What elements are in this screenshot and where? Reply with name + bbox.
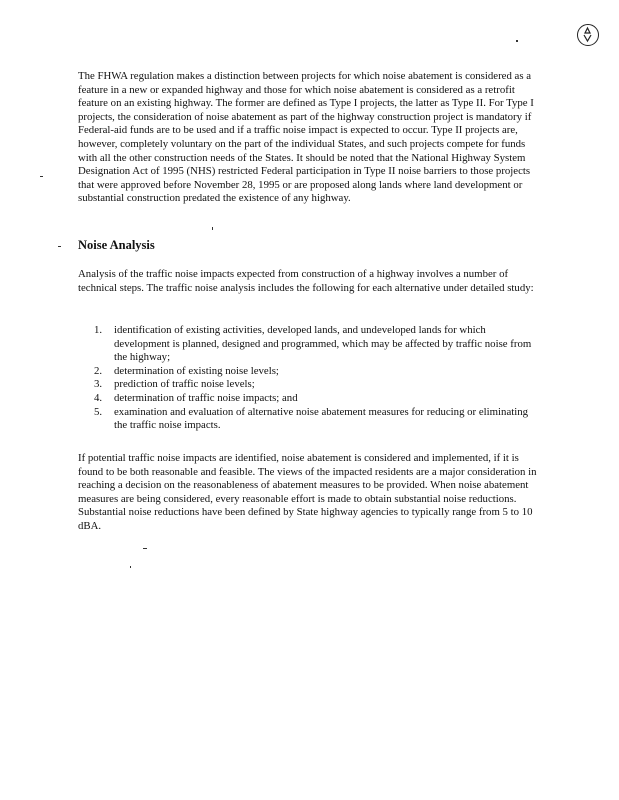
paragraph-analysis: Analysis of the traffic noise impacts expected from construction of a highway involves a number of technical steps. The traffic noise analysis includes the following for each alternative under detailed study: xyxy=(78,268,534,294)
scan-speck xyxy=(143,548,147,549)
list-item-text: determination of traffic noise impacts; and xyxy=(114,391,298,404)
list-item xyxy=(94,406,534,433)
list-item-number: 3. xyxy=(94,378,103,391)
list-item-number: 2. xyxy=(94,364,103,377)
recycled-stamp-icon xyxy=(577,24,599,46)
list-item-text: prediction of traffic noise levels; xyxy=(114,378,255,391)
list-item-number: 5. xyxy=(94,405,103,418)
list-item xyxy=(94,392,534,406)
paragraph-intro: The FHWA regulation makes a distinction between projects for which noise abatement is considered as a feature in a new or expanded highway and those for which noise abatement is considered as a retrofit feature on an existing highway. The former are defined as Type I projects, the latter as Type II. For Type I projects, the consideration of noise abatement as part of the highway construction project is mandatory if Federal-aid funds are to be used and if a traffic noise impact is expected to occur. Type II projects are, however, completely voluntary on the part of the individual States, and such projects compete for funds with all the other construction needs of the States. It should be noted that the National Highway System Designation Act of 1995 (NHS) restricted Federal participation in Type II noise barriers to those projects that were approved before November 28, 1995 or are proposed along lands where land development or substantial construction predated the existence of any highway. xyxy=(78,70,534,205)
list-item-text: examination and evaluation of alternative noise abatement measures for reducing or eliminating the traffic noise impacts. xyxy=(114,405,529,432)
section-heading: Noise Analysis xyxy=(78,238,155,252)
study-steps-list xyxy=(94,324,534,433)
list-item-text: identification of existing activities, developed lands, and undeveloped lands for which development is planned, designed and programmed, which may be affected by traffic noise from the highway; xyxy=(114,324,532,364)
scan-speck xyxy=(212,227,213,230)
list-item-number: 4. xyxy=(94,391,103,404)
list-item-text: determination of existing noise levels; xyxy=(114,364,279,377)
list-item xyxy=(94,378,534,392)
scan-speck xyxy=(58,246,61,247)
scan-speck xyxy=(40,176,43,177)
scan-speck xyxy=(516,40,518,42)
paragraph-abatement: If potential traffic noise impacts are identified, noise abatement is considered and implemented, if it is found to be both reasonable and feasible. The views of the impacted residents are a major consideration in reaching a decision on the reasonableness of abatement measures to be provided. When noise abatement measures are being considered, every reasonable effort is made to obtain substantial noise reductions. Substantial noise reductions have been defined by State highway agencies to typically range from 5 to 10 dBA. xyxy=(78,452,537,532)
list-item-number: 1. xyxy=(94,324,103,336)
list-item xyxy=(94,324,534,365)
list-item xyxy=(94,365,534,379)
scan-speck xyxy=(130,566,131,568)
